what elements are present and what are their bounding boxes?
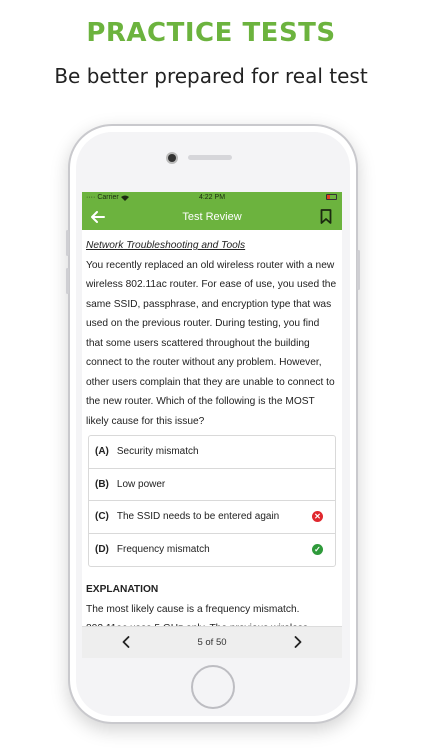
option-text: The SSID needs to be entered again	[116, 511, 280, 522]
answer-option-a[interactable]	[89, 436, 335, 469]
option-letter: (C)	[95, 511, 109, 522]
answer-options	[88, 435, 336, 567]
phone-volume-button	[66, 268, 69, 294]
nav-bar	[82, 203, 342, 230]
promo-subline: Be better prepared for real test	[54, 64, 368, 88]
signal-dots-icon: ····	[86, 194, 96, 201]
earpiece-speaker	[188, 155, 232, 160]
status-bar	[82, 192, 342, 203]
promo-headline: PRACTICE TESTS	[86, 18, 336, 48]
pager-bar	[82, 626, 342, 658]
answer-option-b[interactable]	[89, 469, 335, 502]
page-indicator: 5 of 50	[197, 637, 227, 648]
home-button[interactable]	[191, 665, 235, 709]
answer-option-d[interactable]	[89, 534, 335, 567]
front-camera	[168, 154, 176, 162]
chevron-left-icon[interactable]	[122, 635, 130, 651]
phone-side-button	[66, 230, 69, 256]
answer-option-c[interactable]	[89, 501, 335, 534]
question-topic: Network Troubleshooting and Tools	[86, 240, 246, 251]
option-letter: (B)	[95, 478, 109, 490]
question-content	[82, 230, 342, 639]
battery-icon	[326, 194, 337, 200]
carrier-text: Carrier	[97, 194, 119, 201]
question-text: You recently replaced an old wireless router with a new wireless 802.11ac router. For ease of use, you used the same SSID, passphrase, and encryption type that was used on the previous router. During testing, you find that some users scattered throughout the building connect to the router without any problem. However, other users complain that they are unable to connect to the new router. Which of the following is the MOST likely cause for this issue?	[86, 259, 337, 427]
option-text: Frequency mismatch	[116, 544, 210, 555]
status-time: 4:22 PM	[198, 194, 226, 201]
option-text: Security mismatch	[116, 446, 199, 457]
correct-answer-icon: ✓	[312, 544, 323, 555]
explanation-text: The most likely cause is a frequency mismatch.	[86, 603, 300, 615]
wrong-answer-icon: ✕	[312, 511, 323, 522]
option-letter: (A)	[95, 446, 109, 457]
arrow-left-icon[interactable]	[90, 209, 106, 225]
explanation-title: EXPLANATION	[86, 584, 159, 595]
option-letter: (D)	[95, 544, 109, 555]
phone-power-button	[357, 250, 360, 290]
page-title: Test Review	[182, 210, 242, 223]
option-text: Low power	[116, 478, 166, 490]
bookmark-icon[interactable]	[318, 209, 334, 225]
chevron-right-icon[interactable]	[294, 635, 302, 651]
app-screen	[82, 192, 342, 658]
